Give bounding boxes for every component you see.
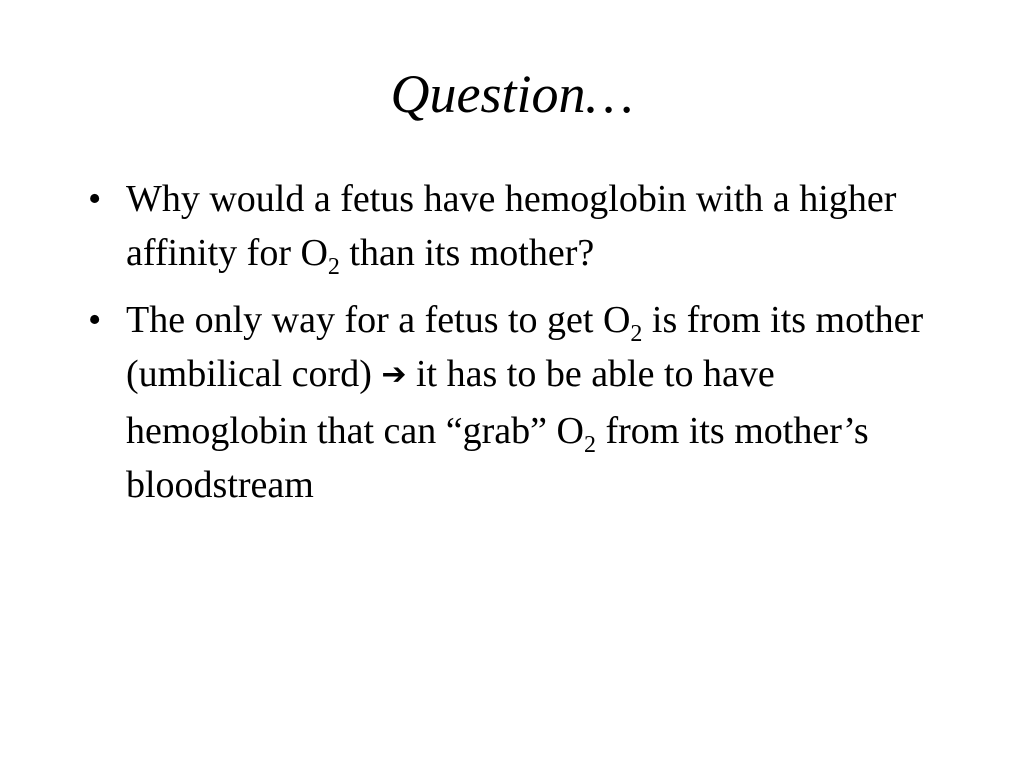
bullet-item-1 <box>85 172 965 280</box>
bullet-1-text-part2: than its mother? <box>339 232 595 274</box>
bullet-1-subscript: 2 <box>327 254 340 280</box>
bullet-2-text-part1: The only way for a fetus to get O <box>126 299 631 341</box>
bullet-2-text-part4: from its mother’s bloodstream <box>126 410 869 506</box>
bullet-2-subscript-1: 2 <box>630 321 643 347</box>
bullet-2-text-part2: is from its mother (umbilical cord) <box>126 299 924 395</box>
right-arrow-icon: ➔ <box>381 357 407 392</box>
slide-title: Question… <box>390 64 634 124</box>
bullet-2-text-part3: it has to be able to have hemoglobin that can “grab” O <box>126 353 775 452</box>
bullet-marker: • <box>88 299 102 341</box>
bullet-marker: • <box>88 178 102 220</box>
bullet-1-text-part1: Why would a fetus have hemoglobin with a higher affinity for O <box>126 178 897 274</box>
bullet-2-subscript-2: 2 <box>583 432 596 458</box>
bullet-list <box>85 172 965 525</box>
bullet-item-2 <box>85 293 965 512</box>
